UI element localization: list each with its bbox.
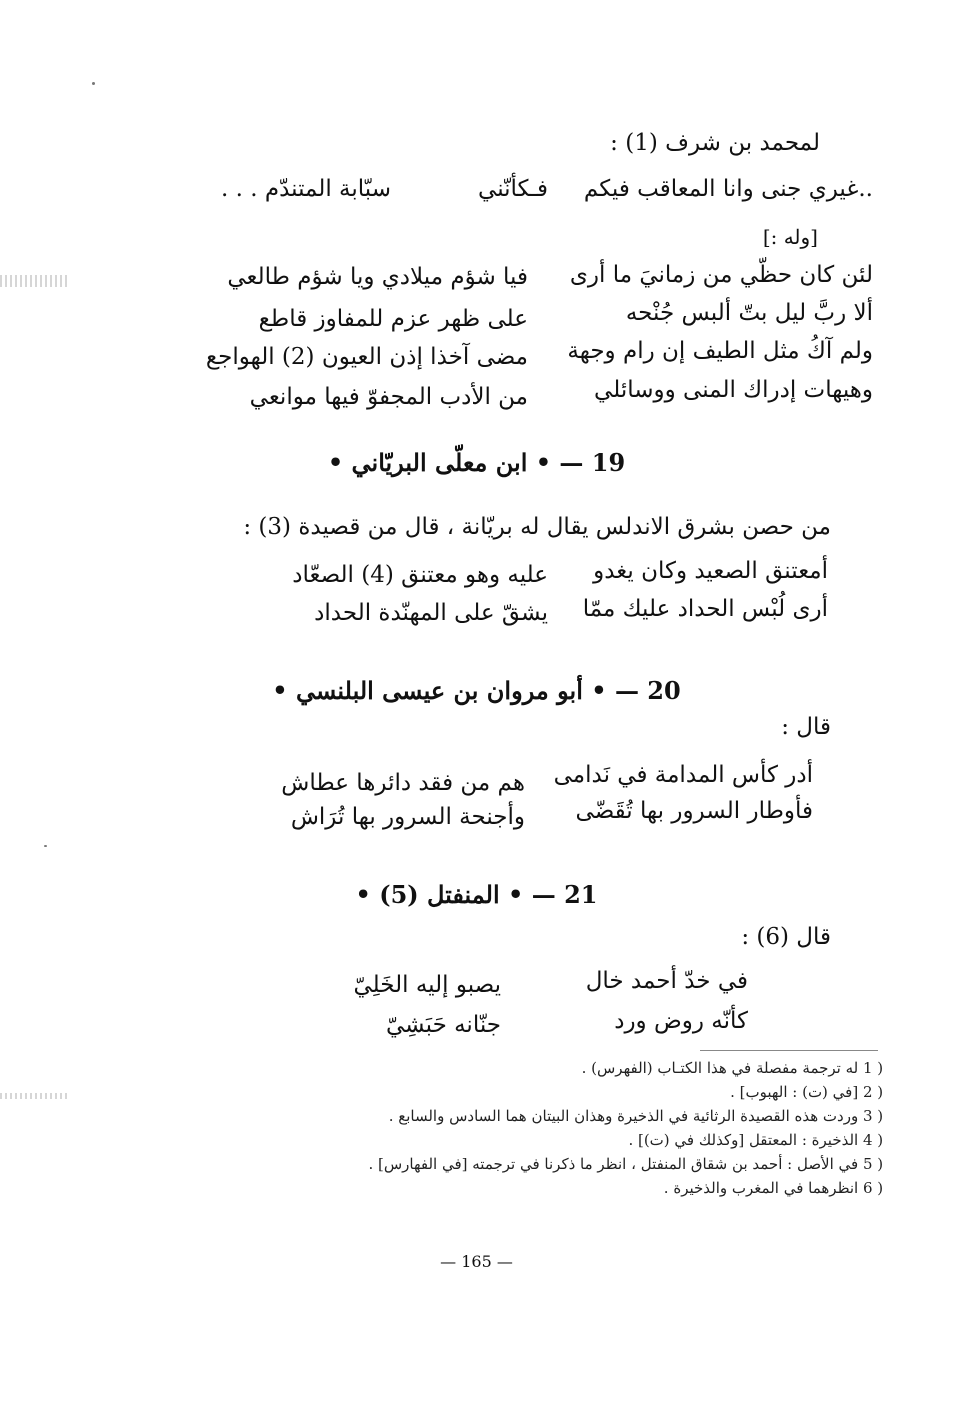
footnote-1 — [582, 1058, 893, 1078]
intro-verse-middle: فـكأنّني — [478, 176, 548, 202]
poem1-verse-3-right: ولم آكُ مثل الطيف إن رام وجهة — [567, 338, 873, 364]
section-20-verse-1-left: هم من فقد دائرها عطاش — [281, 770, 525, 796]
footnote-text: [في (ت) : الهبوب] . — [730, 1083, 859, 1101]
poem1-verse-1-left: فيا شؤم ميلادي ويا شؤم طالعي — [227, 264, 528, 290]
section-19-verse-1-left: عليه وهو معتنق (4) الصعّاد — [292, 562, 548, 588]
section-20-verse-1-right: أدر كأس المدامة في نَدامى — [553, 762, 813, 788]
wa-lahu-label: [وله :] — [762, 225, 818, 249]
section-21-heading: 21 — • المنفتل (5) • — [355, 880, 598, 909]
footnote-3 — [389, 1106, 893, 1126]
footnote-6 — [664, 1178, 893, 1198]
section-19-verse-2-left: يشقّ على المهنّدة الحداد — [314, 600, 548, 626]
intro-verse-left: سبّابة المتندّم . . . — [220, 176, 391, 202]
section-19-verse-1-right: أمعتنق الصعيد وكان يغدو — [593, 558, 828, 584]
scan-noise — [0, 1093, 70, 1099]
footnote-text: انظرهما في المغرب والذخيرة . — [663, 1179, 859, 1197]
footnote-text: له ترجمة مفصلة في هذا الكتـاب (الفهرس) . — [581, 1059, 859, 1077]
poem1-verse-2-right: ألا ربَّ ليل بتّ ألبس جُنْحه — [625, 300, 873, 326]
footnote-number: 5 ) — [863, 1155, 884, 1173]
section-21-intro: قال (6) : — [741, 924, 831, 950]
poem1-verse-4-right: وهيهات إدراك المنى ووسائلي — [594, 377, 873, 403]
section-20-intro: قال : — [781, 714, 831, 740]
poem1-verse-3-left: مضى آخذا إذن العيون (2) الهواجع — [205, 344, 528, 370]
section-19-heading: 19 — • ابن معلّى البريّاني • — [327, 448, 626, 477]
footnote-4 — [628, 1130, 893, 1150]
section-19-intro: من حصن بشرق الاندلس يقال له بريّانة ، قال من قصيدة (3) : — [243, 514, 831, 540]
footnote-number: 2 ) — [863, 1083, 884, 1101]
scan-noise — [0, 275, 70, 287]
poem1-verse-4-left: من الأدب المجفوّ فيها موانعي — [249, 384, 528, 410]
intro-verse-right: ..غيري جنى وانا المعاقب فيكم — [583, 176, 873, 202]
footnote-number: 4 ) — [863, 1131, 884, 1149]
section-21-verse-1-right: في خدّ أحمد خال — [585, 968, 748, 994]
scan-speck — [92, 82, 95, 85]
section-19-verse-2-right: أرى لُبْس الحداد عليك ممّا — [582, 596, 828, 622]
footnote-number: 3 ) — [863, 1107, 884, 1125]
poem1-verse-2-left: على ظهر عزم للمفاوز قاطع — [258, 306, 528, 332]
author-line: لمحمد بن شرف (1) : — [610, 130, 820, 156]
footnote-5 — [368, 1154, 893, 1174]
scan-speck — [44, 845, 47, 847]
poem1-verse-1-right: لئن كان حظّي من زمانيَ ما أرى — [569, 262, 873, 288]
footnote-text: وردت هذه القصيدة الرثائية في الذخيرة وهذان البيتان هما السادس والسابع . — [388, 1107, 859, 1125]
footnote-divider — [700, 1050, 878, 1051]
page-number: — 165 — — [440, 1252, 513, 1271]
section-20-verse-2-left: وأجنحة السرور بها تُرَاش — [290, 804, 525, 830]
footnote-number: 1 ) — [863, 1059, 884, 1077]
section-20-verse-2-right: فأوطار السرور بها تُقَضّى — [575, 798, 813, 824]
footnote-2 — [730, 1082, 893, 1102]
section-20-heading: 20 — • أبو مروان بن عيسى البلنسي • — [272, 676, 681, 705]
section-21-verse-2-right: كأنّه روض ورد — [614, 1008, 748, 1034]
section-21-verse-2-left: جنّانه حَبَشِيّ — [385, 1012, 501, 1038]
footnote-number: 6 ) — [863, 1179, 884, 1197]
footnote-text: الذخيرة : المعتقل [وكذلك في (ت)] . — [628, 1131, 859, 1149]
section-21-verse-1-left: يصبو إليه الخَلِيّ — [353, 972, 501, 998]
footnote-text: في الأصل : أحمد بن شقاق المنفتل ، انظر ما ذكرنا في ترجمته [في الفهارس] . — [368, 1155, 859, 1173]
